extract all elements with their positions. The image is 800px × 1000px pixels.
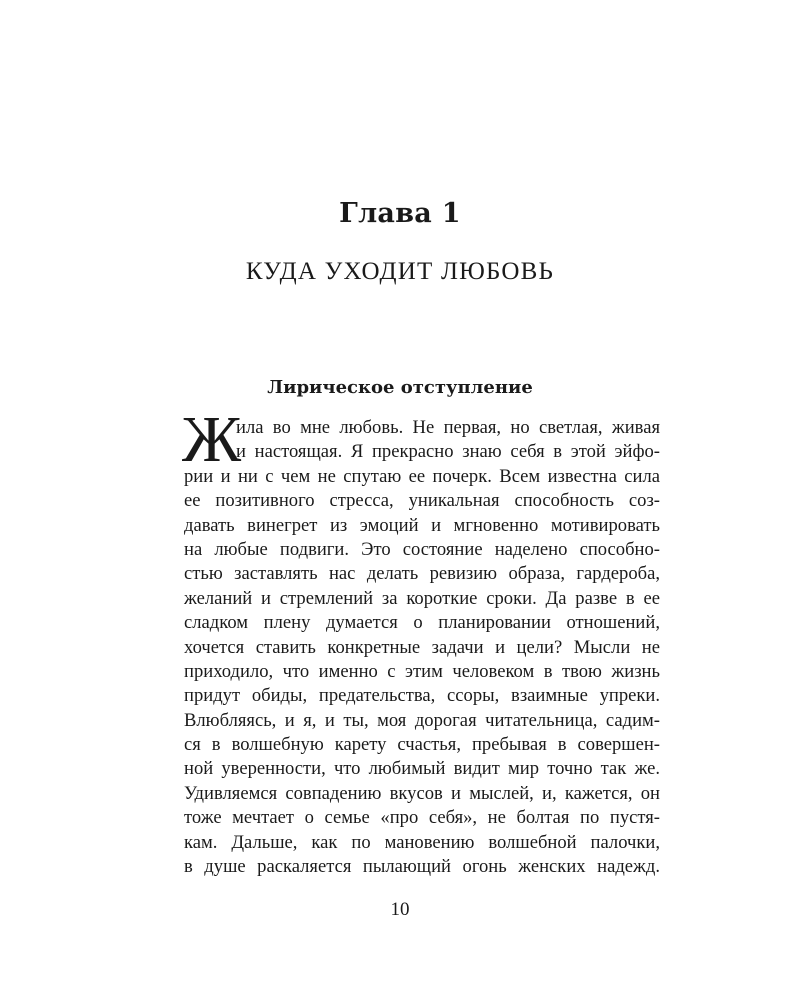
section-heading: Лирическое отступление (267, 377, 533, 398)
text-line: и настоящая. Я прекрасно знаю себя в этой эйфо- (236, 441, 660, 463)
text-line: хочется ставить конкретные задачи и цели? Мысли не (184, 636, 660, 658)
text-line: рии и ни с чем не спутаю ее почерк. Всем известна сила (184, 465, 660, 487)
text-line: на любые подвиги. Это состояние наделено способно- (184, 538, 660, 560)
text-line: ила во мне любовь. Не первая, но светлая, живая (236, 417, 660, 438)
text-line: в душе раскаляется пылающий огонь женских надежд. (184, 856, 660, 878)
page-number: 10 (390, 899, 410, 920)
text-line: тоже мечтает о семье «про себя», не болтая по пустя- (184, 807, 660, 829)
text-line: ной уверенности, что любимый видит мир точно так же. (184, 758, 660, 780)
drop-cap: Ж (182, 403, 242, 476)
text-line: давать винегрет из эмоций и мгновенно мотивировать (184, 514, 660, 536)
text-line: приходило, что именно с этим человеком в твою жизнь (184, 660, 660, 682)
text-line: Влюбляясь, и я, и ты, моя дорогая читательница, садим- (184, 709, 660, 731)
text-line: ся в волшебную карету счастья, пребывая в совершен- (184, 734, 660, 756)
text-line: Удивляемся совпадению вкусов и мыслей, и, кажется, он (184, 782, 660, 804)
chapter-title: Глава 1 (339, 198, 461, 229)
text-line: ее позитивного стресса, уникальная способность соз- (184, 490, 660, 512)
text-line: стью заставлять нас делать ревизию образа, гардероба, (184, 563, 660, 585)
body-paragraph (182, 403, 660, 879)
text-line: желаний и стремлений за короткие сроки. Да разве в ее (184, 587, 660, 609)
text-line: придут обиды, предательства, ссоры, взаимные упреки. (184, 685, 660, 707)
chapter-subtitle: КУДА УХОДИТ ЛЮБОВЬ (245, 258, 555, 285)
text-line: кам. Дальше, как по мановению волшебной палочки, (184, 831, 660, 853)
text-line: сладком плену думается о планировании отношений, (184, 612, 660, 634)
